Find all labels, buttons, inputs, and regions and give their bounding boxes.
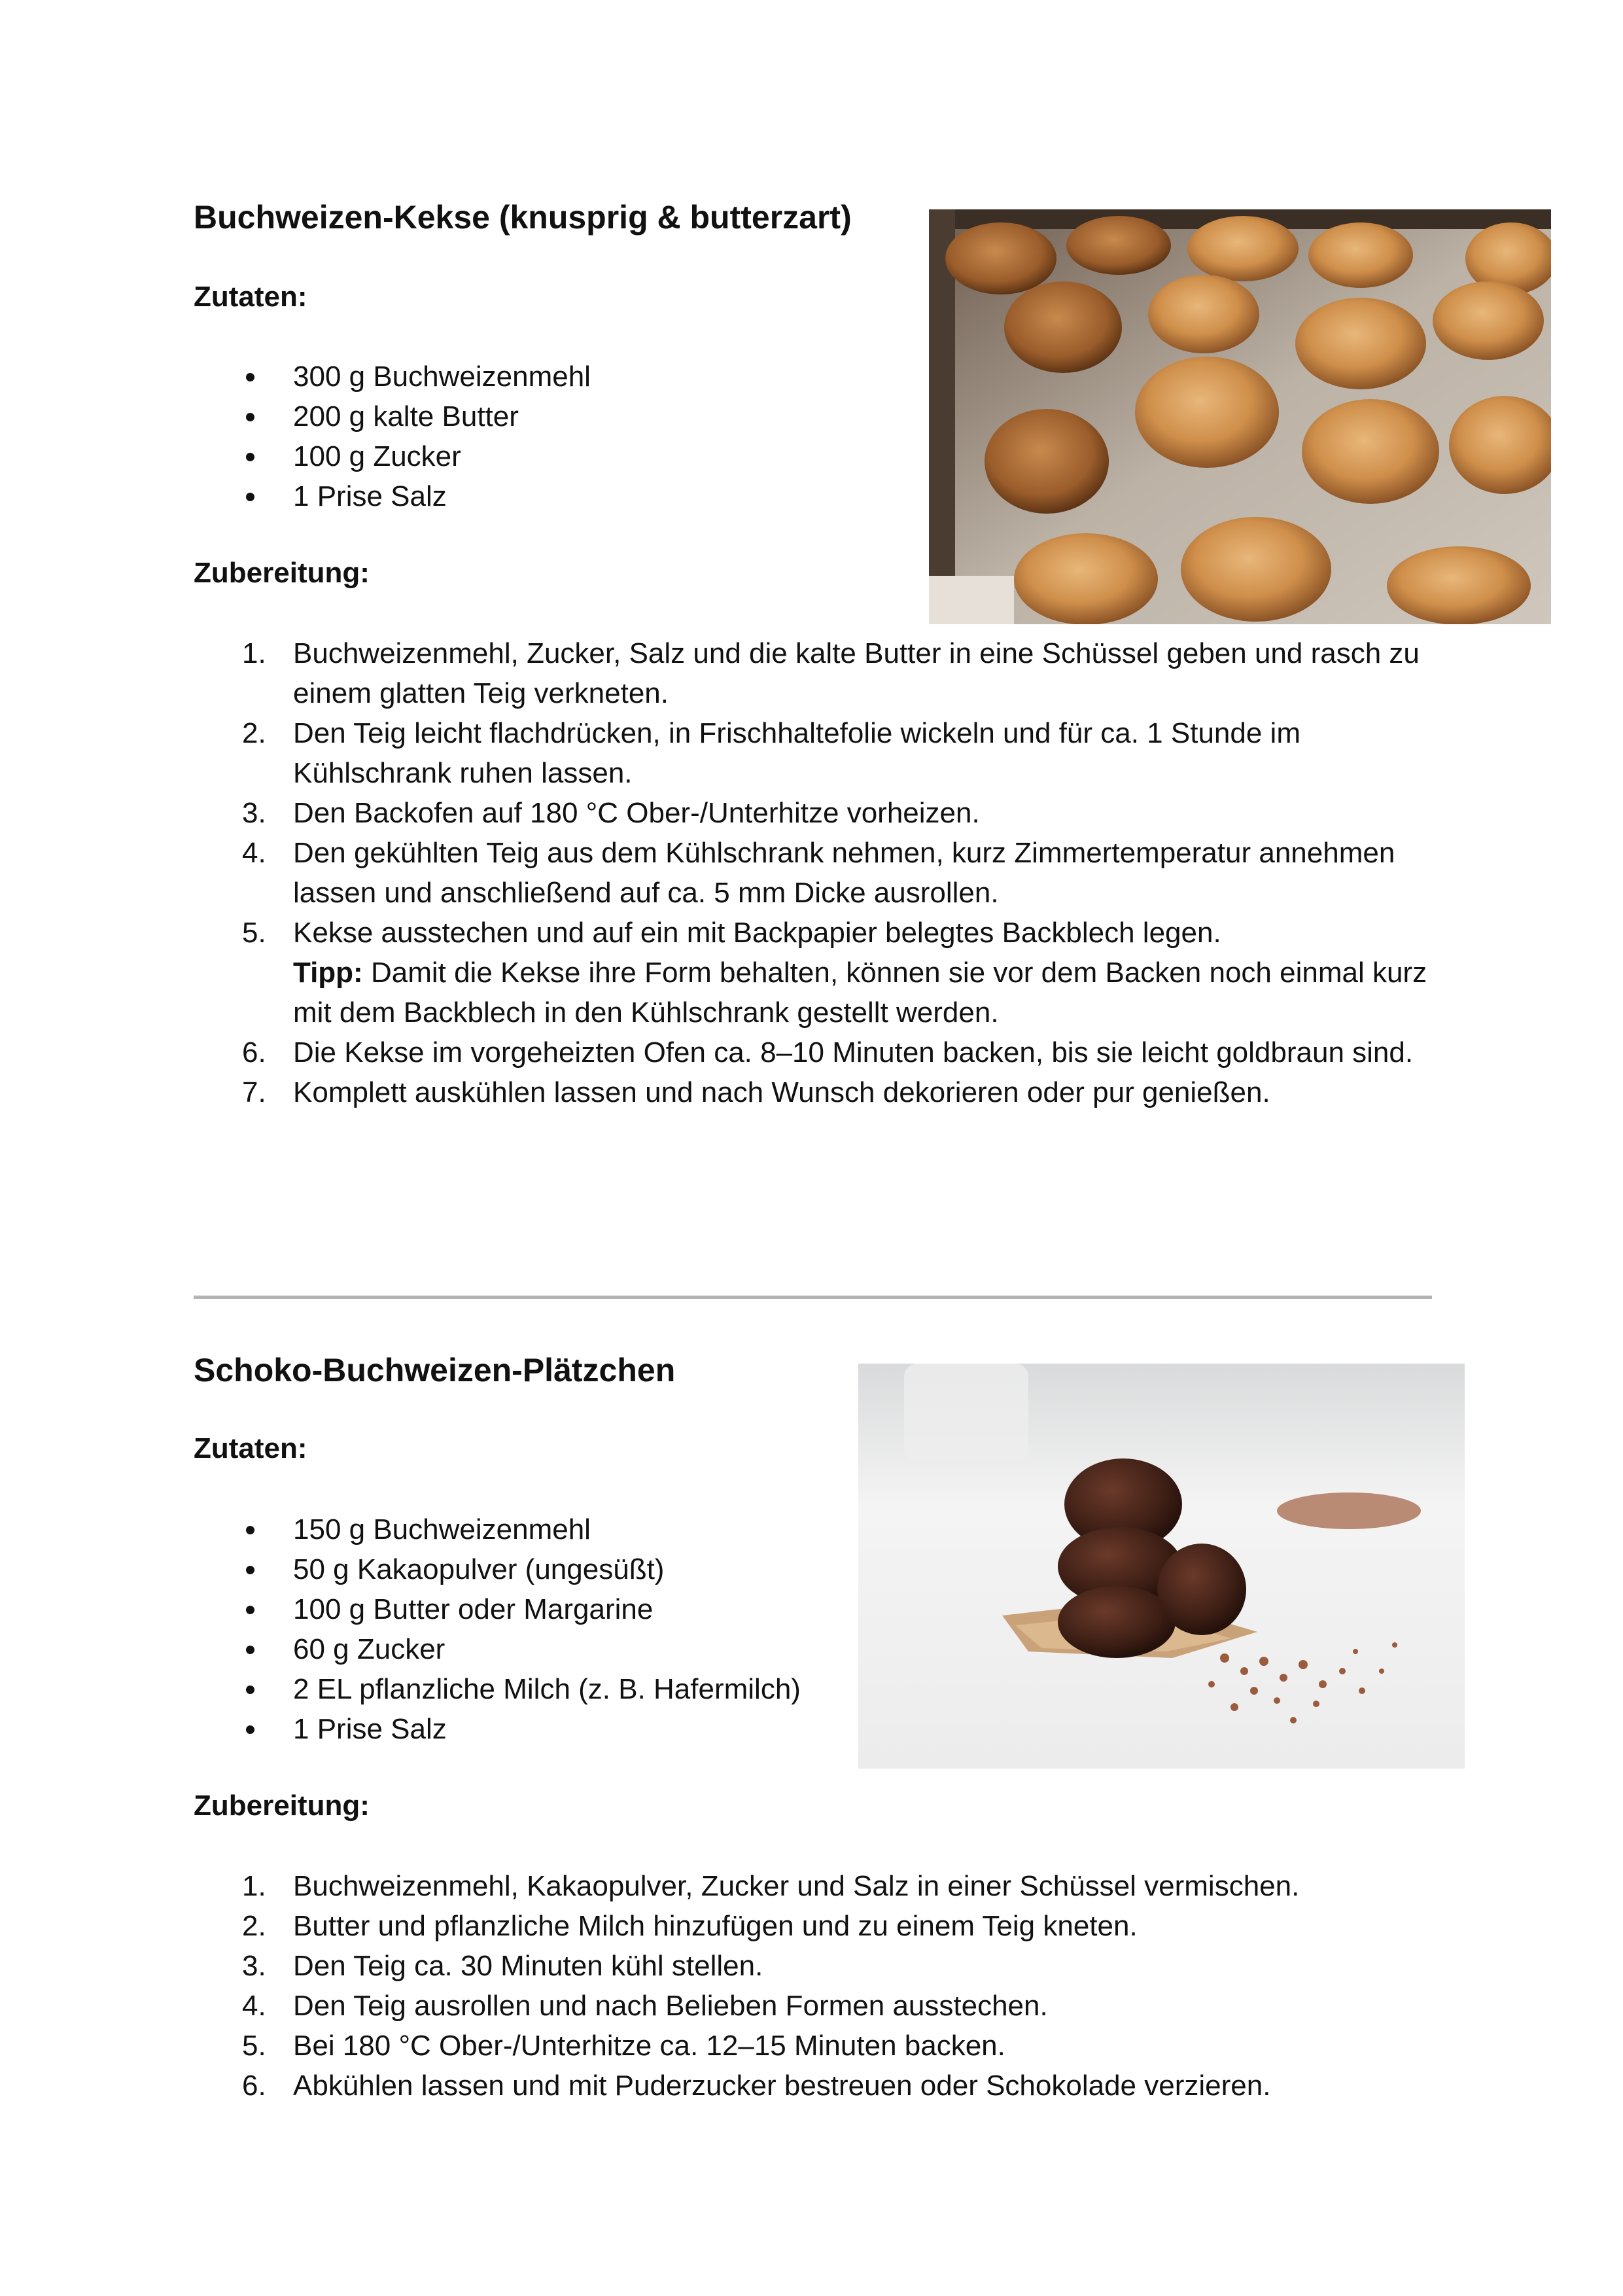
step-number: 1. — [242, 1870, 266, 1902]
step-text: Den Teig leicht flachdrücken, in Frischhaltefolie wickeln und für ca. 1 Stunde im Kühlschrank ruhen lassen. — [293, 717, 1300, 789]
step-number: 3. — [242, 1950, 266, 1982]
step-item — [194, 833, 1437, 913]
step-item — [194, 713, 1437, 793]
ingredient-item: 150 g Buchweizenmehl — [194, 1510, 801, 1549]
step-text: Butter und pflanzliche Milch hinzufügen und zu einem Teig kneten. — [293, 1910, 1138, 1942]
step-text: Den Teig ca. 30 Minuten kühl stellen. — [293, 1950, 763, 1982]
recipe-title: Buchweizen-Kekse (knusprig & butterzart) — [194, 199, 852, 236]
ingredient-item: 300 g Buchweizenmehl — [194, 357, 591, 397]
step-text: Abkühlen lassen und mit Puderzucker bestreuen oder Schokolade verzieren. — [293, 2070, 1271, 2102]
step-number: 2. — [242, 717, 266, 749]
step-item — [194, 1986, 1437, 2026]
step-number: 2. — [242, 1910, 266, 1942]
ingredient-item: 200 g kalte Butter — [194, 397, 591, 436]
step-item — [194, 2066, 1437, 2106]
step-number: 5. — [242, 2030, 266, 2062]
ingredients-heading: Zutaten: — [194, 281, 307, 313]
ingredient-item: 2 EL pflanzliche Milch (z. B. Hafermilch) — [194, 1669, 801, 1709]
step-text: Den Teig ausrollen und nach Belieben Formen ausstechen. — [293, 1990, 1048, 2022]
ingredients-list — [194, 1510, 801, 1749]
ingredient-item: 60 g Zucker — [194, 1629, 801, 1669]
step-text: Buchweizenmehl, Kakaopulver, Zucker und Salz in einer Schüssel vermischen. — [293, 1870, 1300, 1902]
step-number: 4. — [242, 1990, 266, 2022]
step-item — [194, 1946, 1437, 1986]
step-number: 1. — [242, 637, 266, 669]
cookies-tray-photo — [929, 209, 1551, 624]
ingredient-item: 50 g Kakaopulver (ungesüßt) — [194, 1549, 801, 1589]
preparation-heading: Zubereitung: — [194, 1790, 370, 1822]
step-text: Die Kekse im vorgeheizten Ofen ca. 8–10 Minuten backen, bis sie leicht goldbraun sind. — [293, 1036, 1414, 1069]
step-text: Komplett auskühlen lassen und nach Wunsch dekorieren oder pur genießen. — [293, 1076, 1270, 1108]
tip-text: Damit die Kekse ihre Form behalten, können sie vor dem Backen noch einmal kurz mit dem Backblech in den Kühlschrank gestellt werden. — [293, 957, 1427, 1029]
cookies-tray-image — [929, 209, 1551, 624]
chocolate-cookies-photo — [858, 1364, 1465, 1769]
step-item — [194, 1033, 1437, 1072]
preparation-steps — [194, 633, 1437, 1112]
ingredients-list — [194, 357, 591, 516]
recipe-title: Schoko-Buchweizen-Plätzchen — [194, 1352, 676, 1388]
step-number: 6. — [242, 1036, 266, 1069]
preparation-steps — [194, 1866, 1437, 2106]
step-text: Den gekühlten Teig aus dem Kühlschrank nehmen, kurz Zimmertemperatur annehmen lassen und anschließend auf ca. 5 mm Dicke ausrollen. — [293, 837, 1395, 909]
section-divider — [194, 1296, 1432, 1299]
step-number: 3. — [242, 797, 266, 829]
step-text: Kekse ausstechen und auf ein mit Backpapier belegtes Backblech legen. — [293, 917, 1221, 949]
step-number: 6. — [242, 2070, 266, 2102]
step-number: 4. — [242, 837, 266, 869]
step-item — [194, 793, 1437, 833]
ingredient-item: 100 g Butter oder Margarine — [194, 1589, 801, 1629]
ingredients-heading: Zutaten: — [194, 1432, 307, 1464]
chocolate-cookies-image — [858, 1364, 1465, 1769]
step-item — [194, 1072, 1437, 1112]
ingredient-item: 1 Prise Salz — [194, 476, 591, 516]
step-item — [194, 633, 1437, 713]
step-item — [194, 1866, 1437, 1906]
step-text: Den Backofen auf 180 °C Ober-/Unterhitze vorheizen. — [293, 797, 980, 829]
step-item — [194, 1906, 1437, 1946]
step-number: 5. — [242, 917, 266, 949]
preparation-heading: Zubereitung: — [194, 557, 370, 589]
step-item — [194, 913, 1437, 1033]
step-item — [194, 2026, 1437, 2066]
ingredient-item: 1 Prise Salz — [194, 1709, 801, 1749]
step-text: Buchweizenmehl, Zucker, Salz und die kalte Butter in eine Schüssel geben und rasch zu einem glatten Teig verkneten. — [293, 637, 1420, 709]
step-text: Bei 180 °C Ober-/Unterhitze ca. 12–15 Minuten backen. — [293, 2030, 1005, 2062]
ingredient-item: 100 g Zucker — [194, 436, 591, 476]
step-number: 7. — [242, 1076, 266, 1108]
tip-label: Tipp: — [293, 957, 363, 989]
